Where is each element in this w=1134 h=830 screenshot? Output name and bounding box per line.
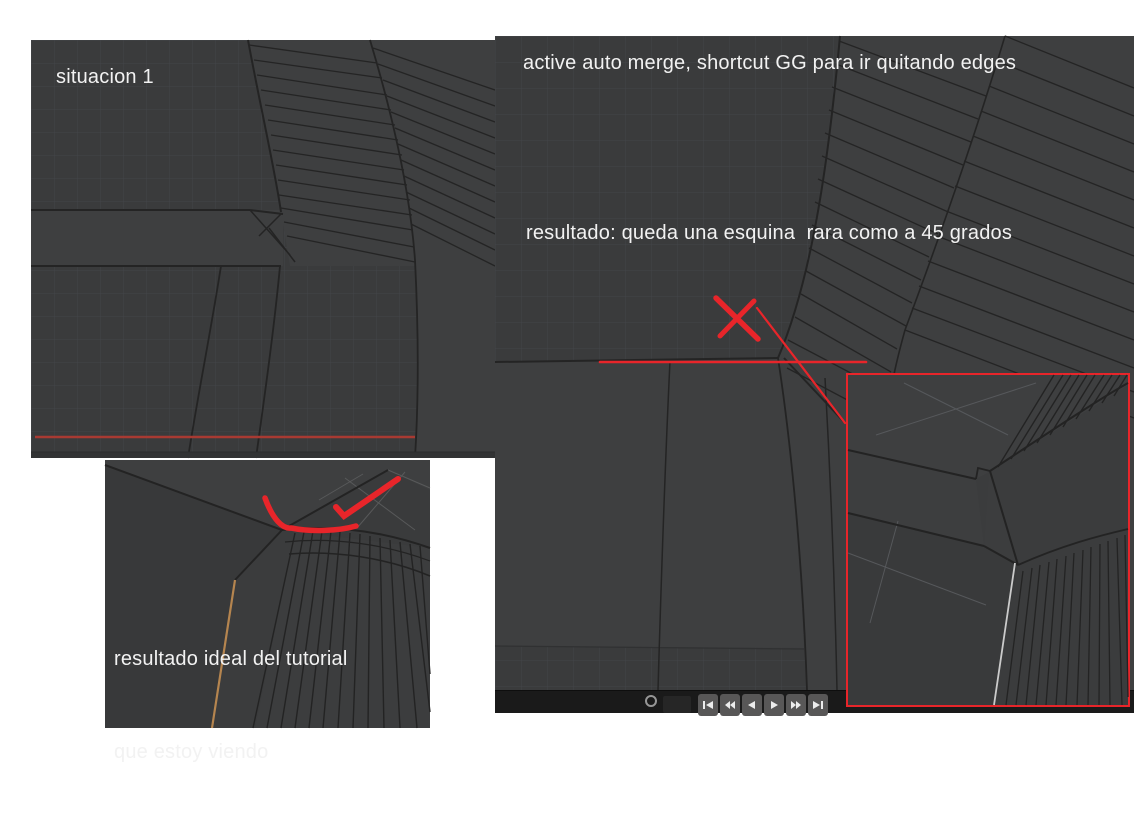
ideal-caption-line1: resultado ideal del tutorial [114,648,348,670]
viewport-mesh-art [31,40,495,458]
play-icon [768,700,780,710]
play-reverse-icon [746,700,758,710]
panel-ideal-result [105,460,430,763]
panel-situation-1 [31,40,495,458]
panel-inset-zoom [846,373,1130,707]
previous-keyframe-icon [724,700,736,710]
auto-key-record-icon[interactable] [645,695,657,707]
viewport-mesh-art [848,375,1128,705]
play-button[interactable] [764,694,784,716]
next-keyframe-button[interactable] [786,694,806,716]
jump-to-start-button[interactable] [698,694,718,716]
play-reverse-button[interactable] [742,694,762,716]
frame-number-field[interactable] [663,696,691,713]
ideal-caption-line2: que estoy viendo [114,741,269,763]
situation-label: situacion 1 [56,66,154,88]
automerge-note: active auto merge, shortcut GG para ir quitando edges [523,52,1017,74]
jump-to-start-icon [702,700,714,710]
next-keyframe-icon [790,700,802,710]
jump-to-end-icon [812,700,824,710]
ideal-caption [114,582,348,830]
result-note: resultado: queda una esquina rara como a 45 grados [526,222,1013,244]
jump-to-end-button[interactable] [808,694,828,716]
playback-controls [698,694,828,716]
previous-keyframe-button[interactable] [720,694,740,716]
